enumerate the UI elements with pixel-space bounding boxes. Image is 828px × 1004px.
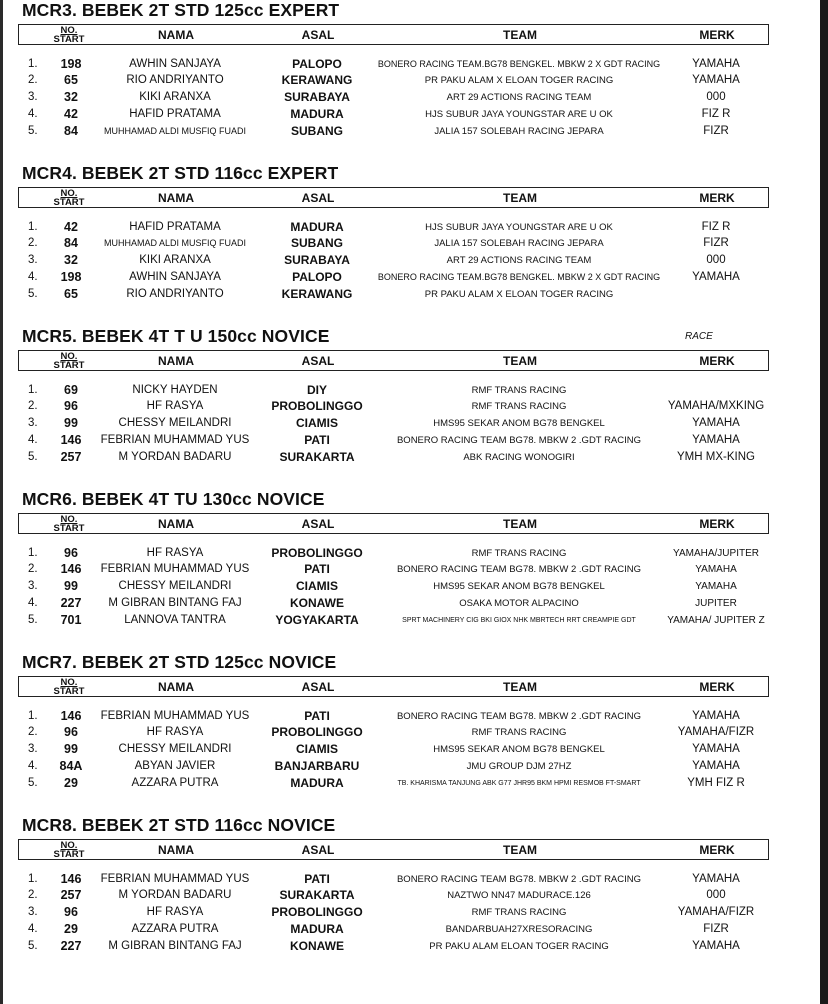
table-header <box>18 676 769 697</box>
section-title: MCR5. BEBEK 4T T U 150cc NOVICE <box>22 326 330 346</box>
team-name: PR PAKU ALAM X ELOAN TOGER RACING <box>424 289 614 300</box>
bike-brand: YMH MX-KING <box>677 451 755 463</box>
start-number: 99 <box>64 416 78 430</box>
team-name: HMS95 SEKAR ANOM BG78 BENGKEL <box>433 581 605 592</box>
team-name: ART 29 ACTIONS RACING TEAM <box>446 255 592 266</box>
rider-origin: SURABAYA <box>284 253 350 267</box>
team-name: JMU GROUP DJM 27HZ <box>466 761 572 772</box>
race-section <box>18 326 772 476</box>
start-number: 29 <box>64 776 78 790</box>
rider-name: FEBRIAN MUHAMMAD YUS <box>100 710 250 722</box>
header-no-start <box>49 189 89 208</box>
team-name: RMF TRANS RACING <box>471 385 567 396</box>
rider-name: M GIBRAN BINTANG FAJ <box>108 940 242 952</box>
row-index: 1. <box>28 221 38 233</box>
section-title: MCR4. BEBEK 2T STD 116cc EXPERT <box>22 163 339 183</box>
header-merk: MERK <box>699 191 735 205</box>
rider-origin: CIAMIS <box>296 742 338 756</box>
bike-brand: YAMAHA <box>692 74 740 86</box>
team-name: HMS95 SEKAR ANOM BG78 BENGKEL <box>433 744 605 755</box>
header-team: TEAM <box>503 28 537 42</box>
table-row <box>18 741 769 758</box>
header-no-start <box>49 841 89 860</box>
rider-name: AZZARA PUTRA <box>131 923 219 935</box>
row-index: 5. <box>28 614 38 626</box>
rider-name: HF RASYA <box>146 547 204 559</box>
row-index: 4. <box>28 434 38 446</box>
table-header <box>18 513 769 534</box>
bike-brand: YAMAHA <box>692 58 740 70</box>
rider-origin: MADURA <box>290 107 344 121</box>
start-number: 227 <box>60 596 82 610</box>
rider-name: KIKI ARANXA <box>139 91 211 103</box>
rider-name: M YORDAN BADARU <box>118 889 232 901</box>
start-number: 227 <box>60 939 82 953</box>
rider-origin: KERAWANG <box>281 287 353 301</box>
row-index: 1. <box>28 384 38 396</box>
row-index: 4. <box>28 271 38 283</box>
start-number: 32 <box>64 253 78 267</box>
table-header <box>18 839 769 860</box>
rider-name: AWHIN SANJAYA <box>129 271 221 283</box>
team-name: ART 29 ACTIONS RACING TEAM <box>446 92 592 103</box>
header-no: NO. <box>60 351 78 362</box>
header-nama: NAMA <box>158 354 194 368</box>
rider-name: FEBRIAN MUHAMMAD YUS <box>100 873 250 885</box>
rider-name: M GIBRAN BINTANG FAJ <box>108 597 242 609</box>
team-name: HJS SUBUR JAYA YOUNGSTAR ARE U OK <box>425 109 613 120</box>
rider-origin: MADURA <box>290 922 344 936</box>
start-number: 146 <box>60 562 82 576</box>
rider-origin: MADURA <box>290 776 344 790</box>
rider-name: ABYAN JAVIER <box>134 760 216 772</box>
table-row <box>18 904 769 921</box>
table-row <box>18 235 769 252</box>
rider-origin: SURAKARTA <box>279 450 355 464</box>
table-row <box>18 219 769 236</box>
header-no-start <box>49 26 89 45</box>
table-row <box>18 758 769 775</box>
team-name: HJS SUBUR JAYA YOUNGSTAR ARE U OK <box>425 222 613 233</box>
header-start: START <box>53 197 85 208</box>
table-row <box>18 561 769 578</box>
rider-origin: CIAMIS <box>296 416 338 430</box>
team-name: BANDARBUAH27XRESORACING <box>445 924 593 935</box>
table-row <box>18 724 769 741</box>
rider-origin: PALOPO <box>292 57 342 71</box>
header-start: START <box>53 360 85 371</box>
rider-name: NICKY HAYDEN <box>132 384 218 396</box>
rider-origin: PATI <box>304 709 330 723</box>
table-row <box>18 269 769 286</box>
bike-brand: FIZR <box>703 125 729 137</box>
header-asal: ASAL <box>301 680 335 694</box>
table-row <box>18 415 769 432</box>
team-name: SPRT MACHINERY CIG BKI GIOX NHK MBRTECH RRT CREAMPIE GDT <box>402 617 636 624</box>
start-number: 146 <box>60 709 82 723</box>
row-index: 5. <box>28 940 38 952</box>
header-team: TEAM <box>503 680 537 694</box>
team-name: BONERO RACING TEAM BG78. MBKW 2 .GDT RACING <box>396 435 642 446</box>
start-number: 146 <box>60 872 82 886</box>
rider-origin: PROBOLINGGO <box>271 725 363 739</box>
start-number: 96 <box>64 725 78 739</box>
header-no: NO. <box>60 514 78 525</box>
race-section <box>18 489 772 639</box>
header-merk: MERK <box>699 680 735 694</box>
rider-origin: SUBANG <box>290 124 343 138</box>
header-no-start <box>49 515 89 534</box>
team-name: RMF TRANS RACING <box>471 727 567 738</box>
start-number: 99 <box>64 742 78 756</box>
bike-brand: YAMAHA <box>695 581 737 592</box>
bike-brand: FIZR <box>703 237 729 249</box>
rider-origin: KONAWE <box>290 939 344 953</box>
rider-name: RIO ANDRIYANTO <box>126 288 224 300</box>
rider-name: CHESSY MEILANDRI <box>118 743 232 755</box>
rider-name: CHESSY MEILANDRI <box>118 580 232 592</box>
table-header <box>18 187 769 208</box>
table-row <box>18 887 769 904</box>
race-section <box>18 0 772 150</box>
team-name: JALIA 157 SOLEBAH RACING JEPARA <box>434 238 604 249</box>
rider-origin: CIAMIS <box>296 579 338 593</box>
start-number: 84A <box>59 759 83 773</box>
team-name: JALIA 157 SOLEBAH RACING JEPARA <box>434 126 604 137</box>
section-note: RACE <box>685 331 713 342</box>
team-name: RMF TRANS RACING <box>471 907 567 918</box>
header-start: START <box>53 849 85 860</box>
section-title: MCR3. BEBEK 2T STD 125cc EXPERT <box>22 0 340 20</box>
start-number: 257 <box>60 888 82 902</box>
start-number: 32 <box>64 90 78 104</box>
bike-brand: YAMAHA <box>692 417 740 429</box>
bike-brand: YAMAHA <box>692 940 740 952</box>
row-index: 3. <box>28 91 38 103</box>
bike-brand: YAMAHA <box>692 710 740 722</box>
rider-name: AWHIN SANJAYA <box>129 58 221 70</box>
header-no: NO. <box>60 25 78 36</box>
rider-name: MUHHAMAD ALDI MUSFIQ FUADI <box>103 238 246 248</box>
header-no: NO. <box>60 677 78 688</box>
row-index: 1. <box>28 873 38 885</box>
row-index: 2. <box>28 400 38 412</box>
table-row <box>18 432 769 449</box>
header-nama: NAMA <box>158 28 194 42</box>
start-number: 69 <box>64 383 78 397</box>
team-name: BONERO RACING TEAM BG78. MBKW 2 .GDT RACING <box>396 874 642 885</box>
team-name: BONERO RACING TEAM.BG78 BENGKEL. MBKW 2 X GDT RACING <box>377 59 661 69</box>
section-title: MCR7. BEBEK 2T STD 125cc NOVICE <box>22 652 337 672</box>
header-asal: ASAL <box>301 843 335 857</box>
bike-brand: FIZ R <box>701 108 731 120</box>
rider-origin: BANJARBARU <box>274 759 360 773</box>
rider-name: HF RASYA <box>146 726 204 738</box>
start-number: 42 <box>64 220 78 234</box>
bike-brand: FIZ R <box>701 221 731 233</box>
header-asal: ASAL <box>301 354 335 368</box>
bike-brand: YAMAHA/ JUPITER Z <box>667 615 765 626</box>
rider-origin: KONAWE <box>290 596 344 610</box>
race-section <box>18 652 772 802</box>
table-row <box>18 595 769 612</box>
bike-brand: 000 <box>706 91 726 103</box>
header-start: START <box>53 34 85 45</box>
table-header <box>18 350 769 371</box>
start-number: 84 <box>64 236 78 250</box>
bike-brand: 000 <box>706 889 726 901</box>
table-row <box>18 286 769 303</box>
table-row <box>18 252 769 269</box>
row-index: 5. <box>28 451 38 463</box>
table-row <box>18 578 769 595</box>
table-row <box>18 89 769 106</box>
header-nama: NAMA <box>158 191 194 205</box>
start-number: 65 <box>64 73 78 87</box>
start-number: 701 <box>60 613 82 627</box>
row-index: 2. <box>28 563 38 575</box>
start-number: 42 <box>64 107 78 121</box>
row-index: 2. <box>28 74 38 86</box>
table-header <box>18 24 769 45</box>
row-index: 2. <box>28 237 38 249</box>
race-section <box>18 163 772 313</box>
start-number: 198 <box>60 270 82 284</box>
header-asal: ASAL <box>301 28 335 42</box>
start-number: 257 <box>60 450 82 464</box>
bike-brand: YAMAHA <box>692 434 740 446</box>
header-start: START <box>53 523 85 534</box>
rider-origin: SURABAYA <box>284 90 350 104</box>
row-index: 5. <box>28 125 38 137</box>
header-no: NO. <box>60 840 78 851</box>
start-number: 65 <box>64 287 78 301</box>
rider-origin: PATI <box>304 872 330 886</box>
rider-origin: PROBOLINGGO <box>271 905 363 919</box>
rider-origin: PATI <box>304 562 330 576</box>
rider-name: AZZARA PUTRA <box>131 777 219 789</box>
start-number: 96 <box>64 399 78 413</box>
rider-origin: YOGYAKARTA <box>275 613 359 627</box>
bike-brand: YAMAHA <box>692 743 740 755</box>
table-row <box>18 72 769 89</box>
team-name: BONERO RACING TEAM.BG78 BENGKEL. MBKW 2 X GDT RACING <box>377 272 661 282</box>
bike-brand: YAMAHA <box>695 564 737 575</box>
bike-brand: YAMAHA <box>692 271 740 283</box>
start-number: 96 <box>64 546 78 560</box>
team-name: RMF TRANS RACING <box>471 548 567 559</box>
start-number: 146 <box>60 433 82 447</box>
team-name: HMS95 SEKAR ANOM BG78 BENGKEL <box>433 418 605 429</box>
start-number: 29 <box>64 922 78 936</box>
row-index: 4. <box>28 760 38 772</box>
start-number: 198 <box>60 57 82 71</box>
team-name: PR PAKU ALAM ELOAN TOGER RACING <box>429 941 609 952</box>
table-row <box>18 612 769 629</box>
row-index: 4. <box>28 923 38 935</box>
rider-origin: PALOPO <box>292 270 342 284</box>
section-title: MCR8. BEBEK 2T STD 116cc NOVICE <box>22 815 336 835</box>
header-merk: MERK <box>699 843 735 857</box>
header-team: TEAM <box>503 517 537 531</box>
team-name: OSAKA MOTOR ALPACINO <box>459 598 579 609</box>
rider-name: HF RASYA <box>146 400 204 412</box>
header-merk: MERK <box>699 354 735 368</box>
table-row <box>18 106 769 123</box>
rider-origin: SURAKARTA <box>279 888 355 902</box>
rider-origin: KERAWANG <box>281 73 353 87</box>
header-asal: ASAL <box>301 191 335 205</box>
row-index: 5. <box>28 777 38 789</box>
rider-name: FEBRIAN MUHAMMAD YUS <box>100 563 250 575</box>
table-row <box>18 938 769 955</box>
header-asal: ASAL <box>301 517 335 531</box>
row-index: 1. <box>28 547 38 559</box>
section-title: MCR6. BEBEK 4T TU 130cc NOVICE <box>22 489 325 509</box>
rider-name: MUHHAMAD ALDI MUSFIQ FUADI <box>103 126 246 136</box>
header-start: START <box>53 686 85 697</box>
rider-origin: PATI <box>304 433 330 447</box>
table-row <box>18 921 769 938</box>
bike-brand: YMH FIZ R <box>687 777 745 789</box>
header-no-start <box>49 678 89 697</box>
row-index: 3. <box>28 254 38 266</box>
rider-name: KIKI ARANXA <box>139 254 211 266</box>
bike-brand: YAMAHA <box>692 873 740 885</box>
team-name: BONERO RACING TEAM BG78. MBKW 2 .GDT RACING <box>396 564 642 575</box>
header-no-start <box>49 352 89 371</box>
header-nama: NAMA <box>158 680 194 694</box>
team-name: NAZTWO NN47 MADURACE.126 <box>447 890 591 901</box>
rider-name: RIO ANDRIYANTO <box>126 74 224 86</box>
start-number: 99 <box>64 579 78 593</box>
start-number: 96 <box>64 905 78 919</box>
team-name: PR PAKU ALAM X ELOAN TOGER RACING <box>424 75 614 86</box>
team-name: RMF TRANS RACING <box>471 401 567 412</box>
rider-origin: PROBOLINGGO <box>271 399 363 413</box>
row-index: 1. <box>28 710 38 722</box>
rider-name: FEBRIAN MUHAMMAD YUS <box>100 434 250 446</box>
table-row <box>18 775 769 792</box>
rider-name: CHESSY MEILANDRI <box>118 417 232 429</box>
bike-brand: 000 <box>706 254 726 266</box>
page-left-edge <box>0 0 3 1004</box>
team-name: BONERO RACING TEAM BG78. MBKW 2 .GDT RACING <box>396 711 642 722</box>
bike-brand: YAMAHA/FIZR <box>677 726 755 738</box>
rider-origin: MADURA <box>290 220 344 234</box>
row-index: 2. <box>28 889 38 901</box>
table-row <box>18 382 769 399</box>
bike-brand: YAMAHA/FIZR <box>677 906 755 918</box>
header-no: NO. <box>60 188 78 199</box>
header-team: TEAM <box>503 191 537 205</box>
header-merk: MERK <box>699 28 735 42</box>
row-index: 3. <box>28 417 38 429</box>
bike-brand: YAMAHA <box>692 760 740 772</box>
table-row <box>18 56 769 73</box>
rider-name: HF RASYA <box>146 906 204 918</box>
header-team: TEAM <box>503 354 537 368</box>
rider-origin: DIY <box>306 383 327 397</box>
rider-name: HAFID PRATAMA <box>129 221 221 233</box>
rider-name: M YORDAN BADARU <box>118 451 232 463</box>
bike-brand: FIZR <box>703 923 729 935</box>
team-name: TB. KHARISMA TANJUNG ABK G77 JHR95 BKM HPMI RESMOB FT-SMART <box>397 780 641 787</box>
row-index: 5. <box>28 288 38 300</box>
bike-brand: JUPITER <box>695 598 737 609</box>
row-index: 3. <box>28 906 38 918</box>
header-nama: NAMA <box>158 517 194 531</box>
rider-name: LANNOVA TANTRA <box>124 614 226 626</box>
header-nama: NAMA <box>158 843 194 857</box>
table-row <box>18 545 769 562</box>
bike-brand: YAMAHA/JUPITER <box>673 548 759 559</box>
start-number: 84 <box>64 124 78 138</box>
rider-origin: PROBOLINGGO <box>271 546 363 560</box>
row-index: 4. <box>28 597 38 609</box>
race-section <box>18 815 772 965</box>
rider-origin: SUBANG <box>290 236 343 250</box>
table-row <box>18 708 769 725</box>
row-index: 2. <box>28 726 38 738</box>
table-row <box>18 123 769 140</box>
team-name: ABK RACING WONOGIRI <box>463 452 575 463</box>
table-row <box>18 449 769 466</box>
bike-brand: YAMAHA/MXKING <box>667 400 765 412</box>
row-index: 3. <box>28 580 38 592</box>
table-row <box>18 871 769 888</box>
header-merk: MERK <box>699 517 735 531</box>
row-index: 1. <box>28 58 38 70</box>
rider-name: HAFID PRATAMA <box>129 108 221 120</box>
table-row <box>18 398 769 415</box>
header-team: TEAM <box>503 843 537 857</box>
row-index: 4. <box>28 108 38 120</box>
row-index: 3. <box>28 743 38 755</box>
page-right-edge <box>820 0 828 1004</box>
